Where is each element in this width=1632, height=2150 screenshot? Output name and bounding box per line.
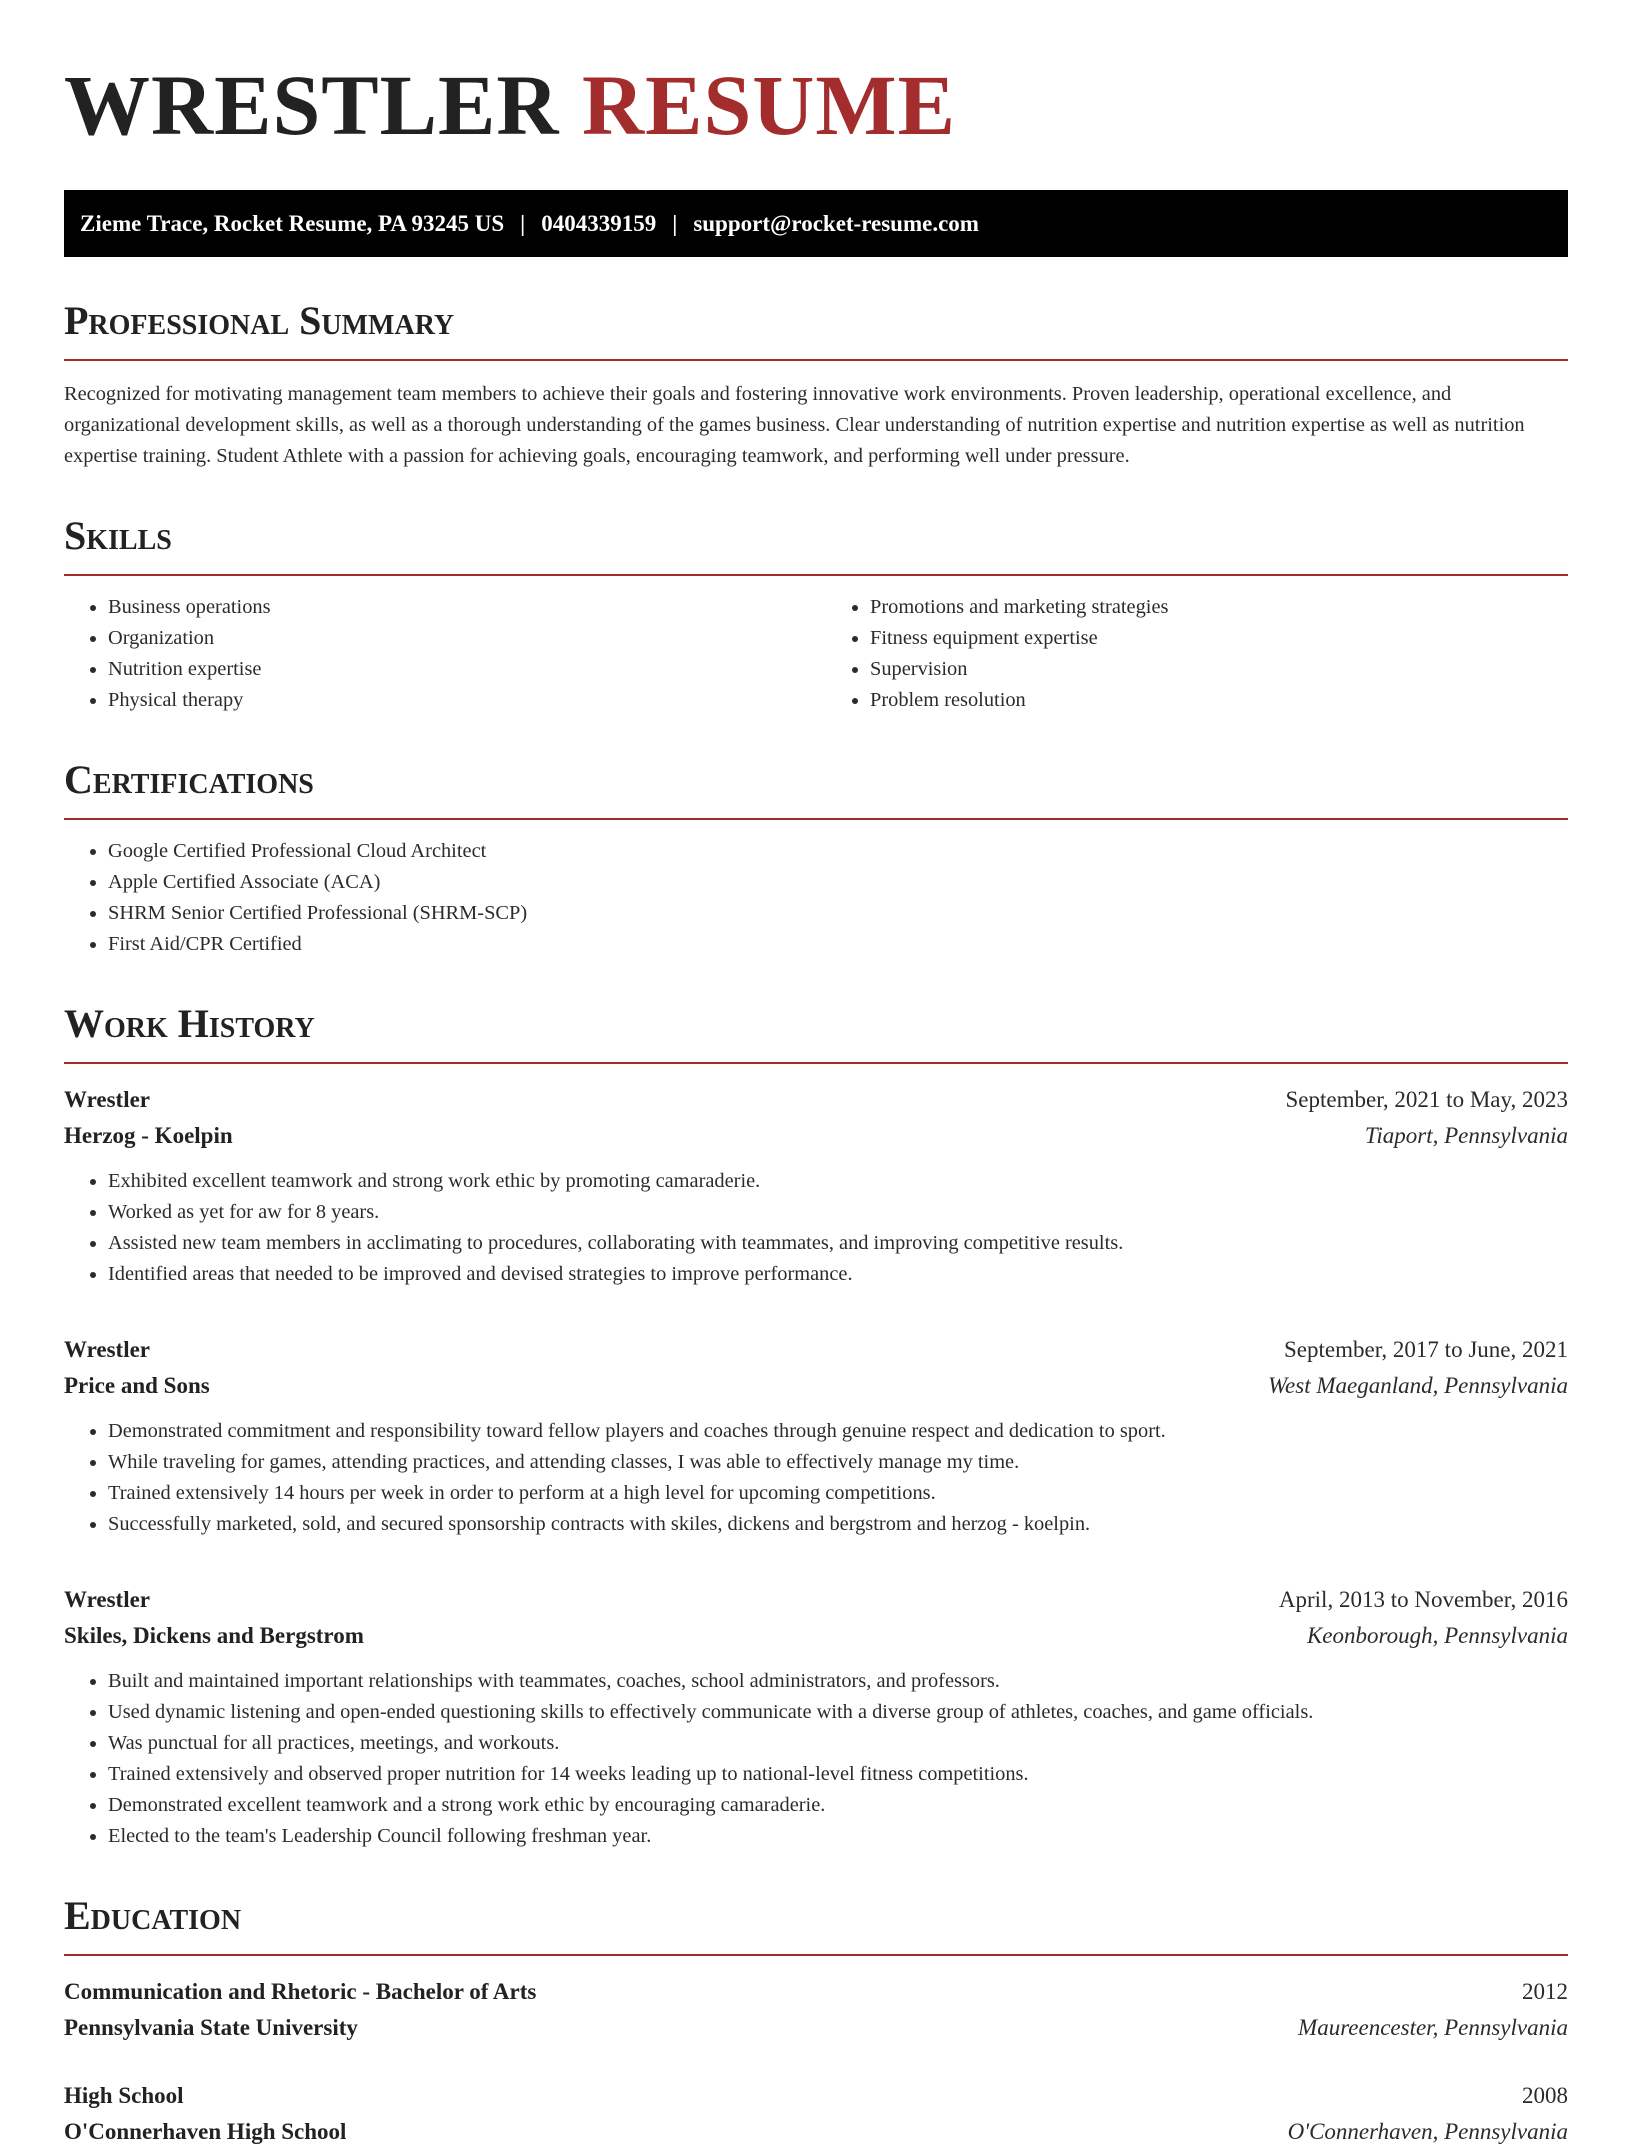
job-bullet: • Used dynamic listening and open-ended questioning skills to effectively communicate with a diverse group of athletes, coaches, and game officials.	[108, 1697, 1568, 1728]
job-bullets	[64, 1166, 1568, 1290]
job-bullets	[64, 1416, 1568, 1540]
job-bullet: • Demonstrated excellent teamwork and a strong work ethic by encouraging camaraderie.	[108, 1790, 1568, 1821]
education-degree-row	[64, 1974, 1568, 2010]
job-bullet: • While traveling for games, attending practices, and attending classes, I was able to effectively manage my time.	[108, 1447, 1568, 1478]
job-bullets	[64, 1666, 1568, 1852]
skills-heading: Skills	[64, 512, 1568, 576]
contact-email[interactable]: support@rocket-resume.com	[693, 210, 979, 236]
contact-phone: 0404339159	[541, 210, 657, 236]
job-bullet: • Identified areas that needed to be improved and devised strategies to improve performance.	[108, 1259, 1568, 1290]
job-bullet: • Demonstrated commitment and responsibility toward fellow players and coaches through genuine respect and dedication to sport.	[108, 1416, 1568, 1447]
skill-item: • Business operations	[108, 592, 806, 623]
title-word-wrestler: WRESTLER	[64, 57, 560, 153]
certifications-list	[64, 836, 1568, 960]
skills-list-left	[64, 592, 806, 716]
job-title: Wrestler	[64, 1337, 151, 1362]
job-company-row	[64, 1368, 1568, 1404]
job-location: West Maeganland, Pennsylvania	[1267, 1373, 1568, 1398]
education-school: O'Connerhaven High School	[64, 2119, 347, 2144]
contact-separator: |	[672, 210, 678, 236]
job-bullet: • Built and maintained important relationships with teammates, coaches, school administrators, and professors.	[108, 1666, 1568, 1697]
education-heading: Education	[64, 1892, 1568, 1956]
contact-bar	[64, 190, 1568, 257]
education-section	[64, 1892, 1568, 2150]
job-bullet: • Exhibited excellent teamwork and strong work ethic by promoting camaraderie.	[108, 1166, 1568, 1197]
summary-text: Recognized for motivating management team members to achieve their goals and fostering innovative work environments. Proven leadership, operational excellence, and organizational development skills, as well as a thorough understanding of the games business. Clear understanding of nutrition expertise and nutrition expertise as well as nutrition expertise training. Student Athlete with a passion for achieving goals, encouraging teamwork, and performing well under pressure.	[64, 383, 1525, 467]
job-bullet: • Successfully marketed, sold, and secured sponsorship contracts with skiles, dickens and bergstrom and herzog - koelpin.	[108, 1509, 1568, 1540]
skills-list-right	[826, 592, 1568, 716]
education-entry	[64, 2078, 1568, 2150]
skills-section	[64, 512, 1568, 716]
job-bullet: • Trained extensively and observed proper nutrition for 14 weeks leading up to national-level fitness competitions.	[108, 1759, 1568, 1790]
education-school: Pennsylvania State University	[64, 2015, 358, 2040]
job-header-row	[64, 1082, 1568, 1118]
certification-item: • SHRM Senior Certified Professional (SHRM-SCP)	[108, 898, 1568, 929]
job-company: Herzog - Koelpin	[64, 1123, 233, 1148]
certification-item: • Apple Certified Associate (ACA)	[108, 867, 1568, 898]
work-history-section	[64, 1000, 1568, 1852]
job-header-row	[64, 1332, 1568, 1368]
certifications-section	[64, 756, 1568, 960]
skill-item: • Organization	[108, 623, 806, 654]
education-school-row	[64, 2010, 1568, 2046]
job-header-row	[64, 1582, 1568, 1618]
job-bullet: • Was punctual for all practices, meetings, and workouts.	[108, 1728, 1568, 1759]
summary-heading: Professional Summary	[64, 297, 1568, 361]
education-degree: High School	[64, 2083, 184, 2108]
job-bullet: • Elected to the team's Leadership Council following freshman year.	[108, 1821, 1568, 1852]
education-degree: Communication and Rhetoric - Bachelor of Arts	[64, 1979, 537, 2004]
contact-separator: |	[520, 210, 526, 236]
skill-item: • Promotions and marketing strategies	[870, 592, 1568, 623]
skill-item: • Fitness equipment expertise	[870, 623, 1568, 654]
education-entry	[64, 1974, 1568, 2046]
education-school-row	[64, 2114, 1568, 2150]
skill-item: • Nutrition expertise	[108, 654, 806, 685]
job-location: Keonborough, Pennsylvania	[1306, 1623, 1568, 1648]
job-company: Price and Sons	[64, 1373, 210, 1398]
summary-section	[64, 297, 1568, 472]
job-title: Wrestler	[64, 1587, 151, 1612]
job-company-row	[64, 1118, 1568, 1154]
job-entry	[64, 1582, 1568, 1852]
job-bullet: • Trained extensively 14 hours per week in order to perform at a high level for upcoming competitions.	[108, 1478, 1568, 1509]
job-dates: April, 2013 to November, 2016	[1278, 1587, 1568, 1612]
certification-item: • First Aid/CPR Certified	[108, 929, 1568, 960]
education-year: 2008	[1522, 2083, 1568, 2108]
certification-item: • Google Certified Professional Cloud Architect	[108, 836, 1568, 867]
job-company-row	[64, 1618, 1568, 1654]
job-entry	[64, 1332, 1568, 1540]
certifications-heading: Certifications	[64, 756, 1568, 820]
skill-item: • Supervision	[870, 654, 1568, 685]
title-word-resume: RESUME	[582, 57, 956, 153]
job-dates: September, 2017 to June, 2021	[1284, 1337, 1568, 1362]
education-degree-row	[64, 2078, 1568, 2114]
job-bullet: • Worked as yet for aw for 8 years.	[108, 1197, 1568, 1228]
education-year: 2012	[1522, 1979, 1568, 2004]
education-location: Maureencester, Pennsylvania	[1298, 2015, 1568, 2040]
job-location: Tiaport, Pennsylvania	[1364, 1123, 1568, 1148]
job-bullet: • Assisted new team members in acclimating to procedures, collaborating with teammates, and improving competitive results.	[108, 1228, 1568, 1259]
contact-address: Zieme Trace, Rocket Resume, PA 93245 US	[80, 210, 505, 236]
work-history-heading: Work History	[64, 1000, 1568, 1064]
skills-grid	[64, 576, 1568, 716]
job-company: Skiles, Dickens and Bergstrom	[64, 1623, 364, 1648]
skill-item: • Physical therapy	[108, 685, 806, 716]
job-entry	[64, 1082, 1568, 1290]
education-location: O'Connerhaven, Pennsylvania	[1287, 2119, 1568, 2144]
resume-title	[64, 50, 1568, 160]
skill-item: • Problem resolution	[870, 685, 1568, 716]
job-title: Wrestler	[64, 1087, 151, 1112]
job-dates: September, 2021 to May, 2023	[1285, 1087, 1568, 1112]
